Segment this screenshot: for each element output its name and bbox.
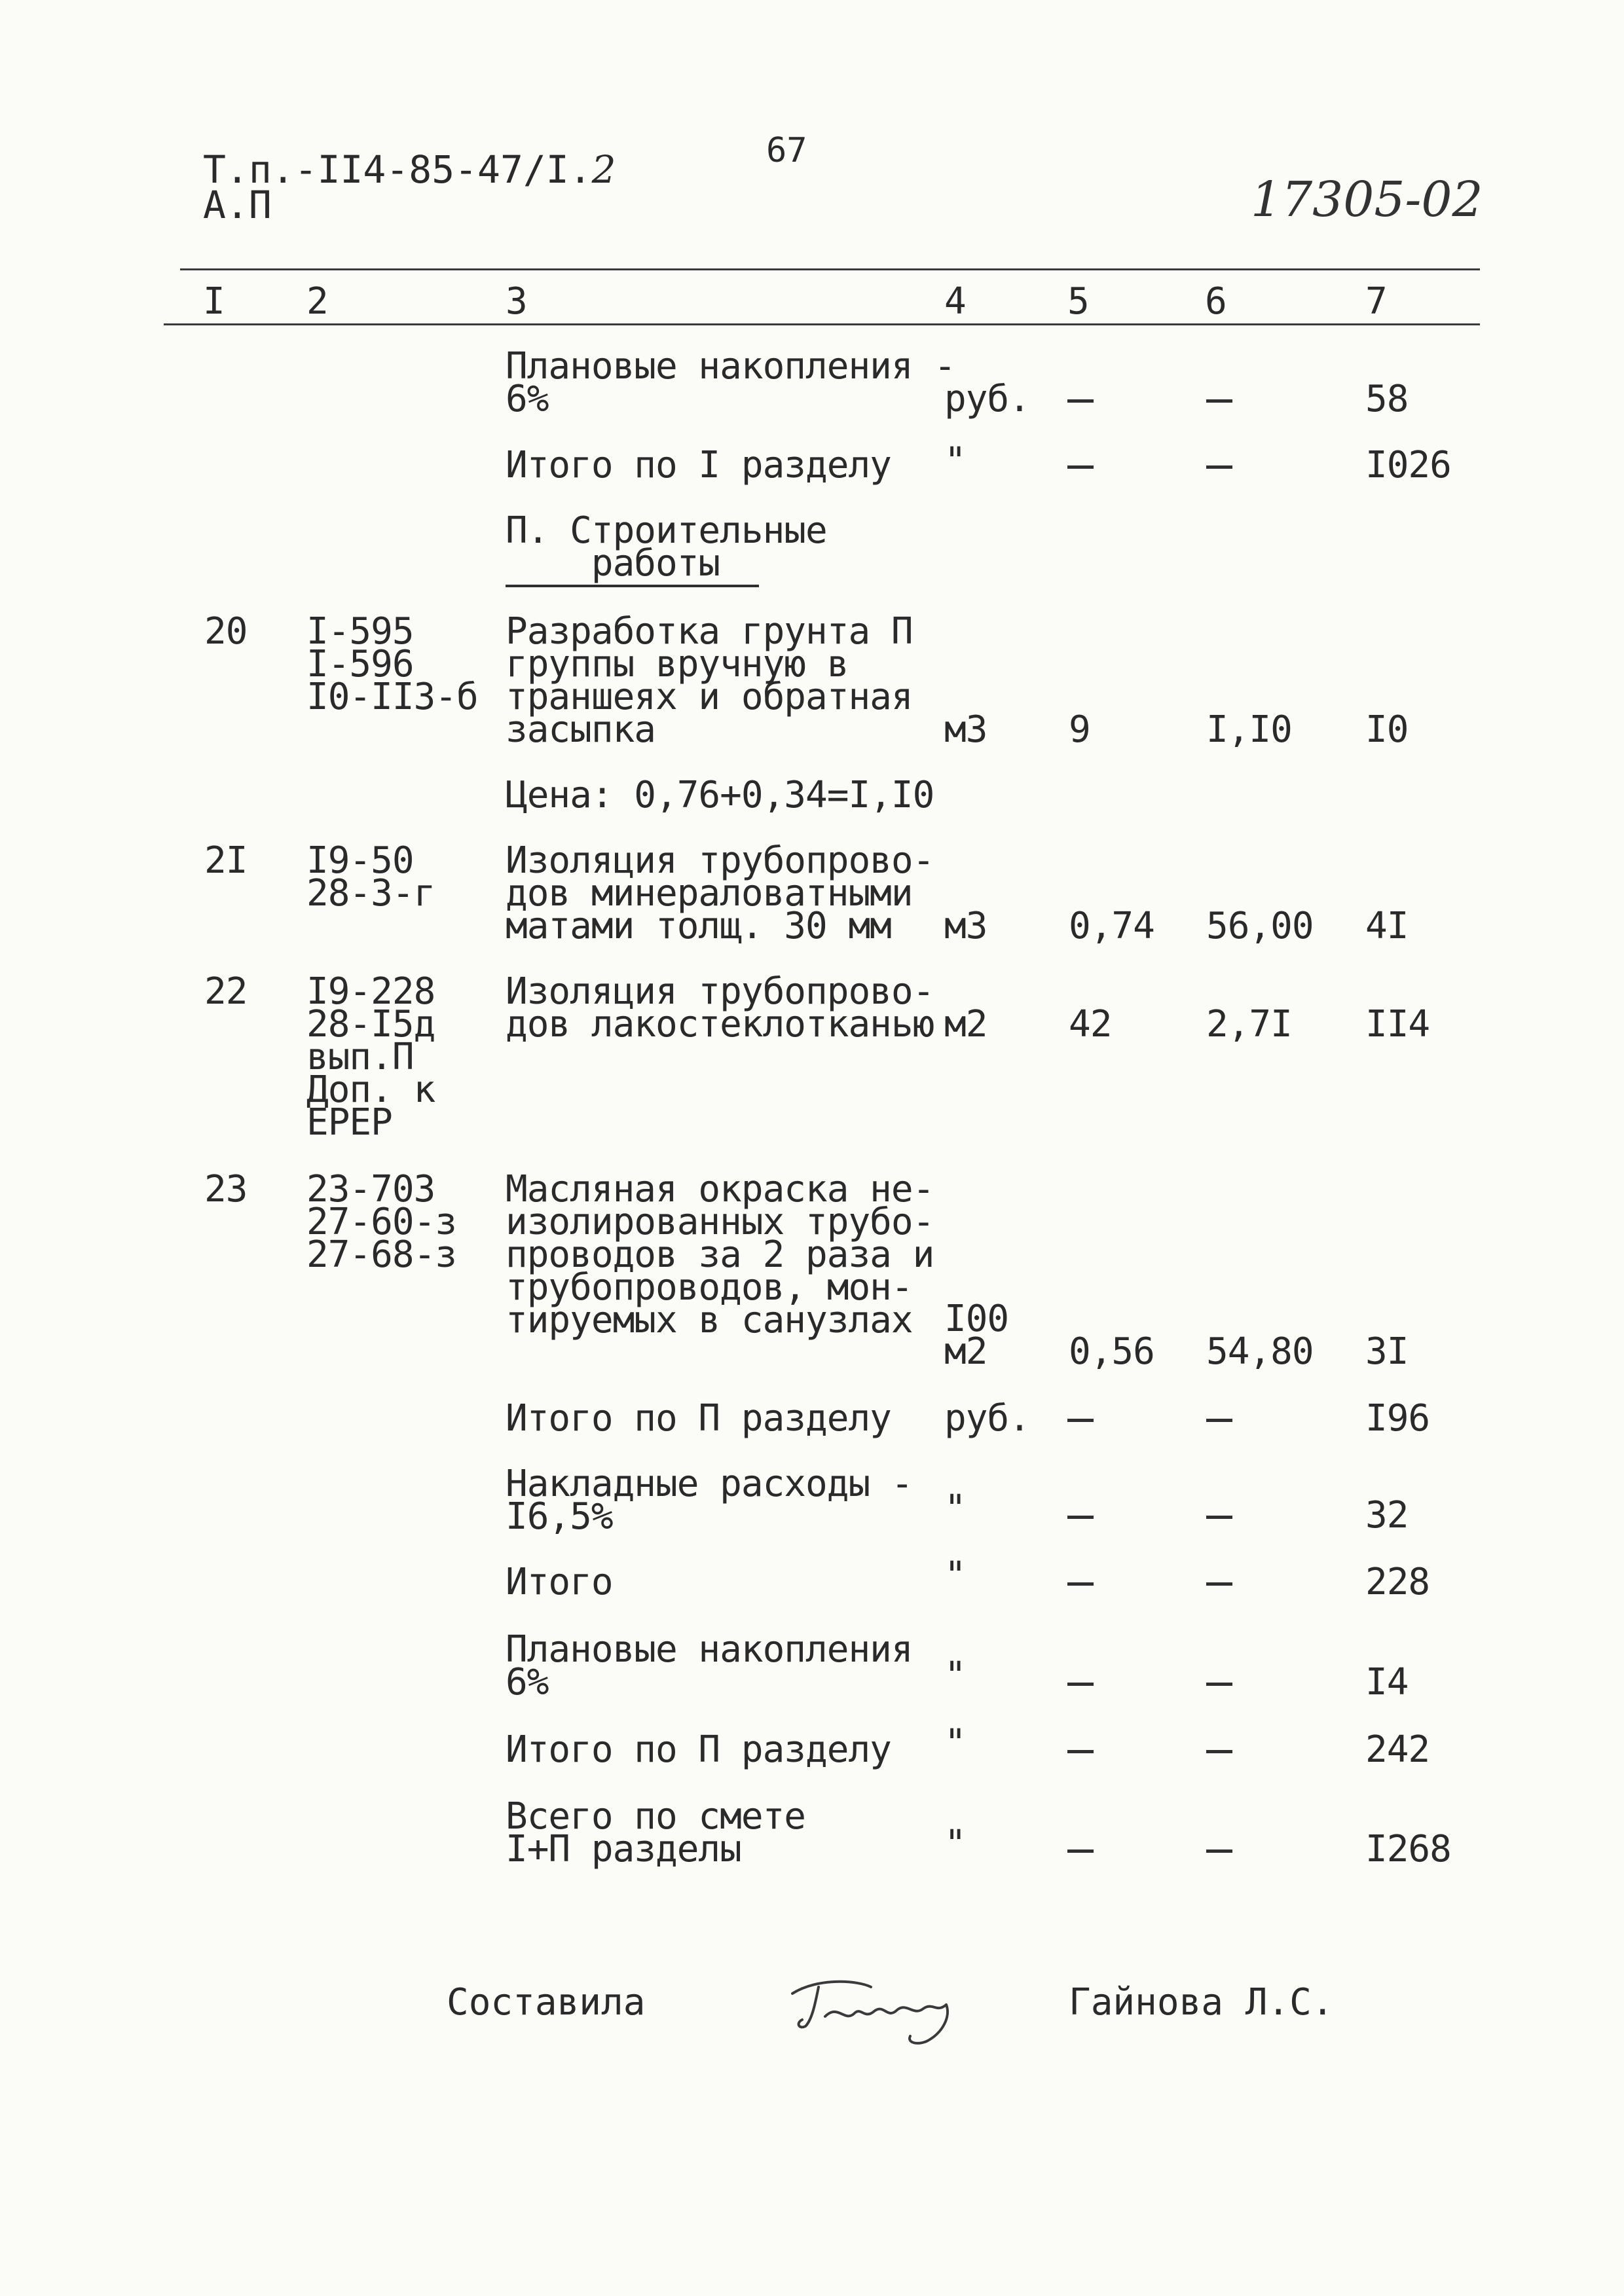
row-total: 4I <box>1365 905 1409 947</box>
row-unit: I00 м2 <box>944 1298 1009 1373</box>
row-total: I268 <box>1365 1828 1451 1870</box>
row-price: 2,7I <box>1206 1003 1292 1046</box>
row-unit: " <box>944 1823 966 1865</box>
row-unit: м3 <box>944 708 987 751</box>
dash-mark <box>1206 465 1232 469</box>
row-unit: " <box>944 1654 966 1697</box>
row-desc: Изоляция трубопрово- дов минераловатными матами толщ. 30 мм <box>506 839 934 947</box>
dash-mark <box>1206 1750 1232 1753</box>
row-unit: руб. <box>944 378 1030 420</box>
row-price <box>1206 383 1232 416</box>
dash-mark <box>1206 399 1232 403</box>
page-number: 67 <box>766 131 807 170</box>
dash-mark <box>1067 465 1094 469</box>
row-unit: " <box>944 440 966 483</box>
dash-mark <box>1067 1683 1094 1686</box>
row-price <box>1206 1833 1232 1866</box>
col-header-3: 3 <box>506 280 528 323</box>
row-price <box>1206 449 1232 482</box>
row-total: I026 <box>1365 444 1451 486</box>
dash-mark <box>1206 1683 1232 1686</box>
dash-mark <box>1067 399 1094 403</box>
row-desc: Плановые накопления 6% <box>506 1628 913 1704</box>
row-qty <box>1067 1499 1094 1532</box>
row-total: 242 <box>1365 1728 1430 1771</box>
row-qty <box>1067 1402 1094 1435</box>
row-num: 2I <box>204 839 248 882</box>
row-price: 56,00 <box>1206 905 1314 947</box>
row-price: I,I0 <box>1206 708 1292 751</box>
row-qty <box>1067 383 1094 416</box>
row-unit: м3 <box>944 905 987 947</box>
row-qty: 9 <box>1069 708 1090 751</box>
row-desc: Итого <box>506 1561 613 1603</box>
row-unit: " <box>944 1722 966 1764</box>
row-total: I4 <box>1365 1661 1409 1704</box>
row-desc: Изоляция трубопрово- дов лакостеклотканью <box>506 970 934 1046</box>
row-qty: 42 <box>1069 1003 1112 1046</box>
row-total: 58 <box>1365 378 1409 420</box>
row-desc: Масляная окраска не- изолированных трубо- проводов за 2 раза и трубопроводов, мон- тируемых в санузлах <box>506 1168 934 1341</box>
row-codes: I9-228 28-I5д вып.П Доп. к ЕРЕР <box>306 970 435 1144</box>
row-total: 3I <box>1365 1330 1409 1373</box>
section-heading <box>506 509 827 585</box>
row-desc: Итого по П разделу <box>506 1728 891 1771</box>
dash-mark <box>1067 1419 1094 1422</box>
section-title: П. Строительные <box>506 509 827 552</box>
row-price: 54,80 <box>1206 1330 1314 1373</box>
col-header-4: 4 <box>944 280 967 323</box>
row-total: I0 <box>1365 708 1409 751</box>
row-num: 20 <box>204 610 248 653</box>
table-header-rule <box>164 323 1480 325</box>
col-header-6: 6 <box>1205 280 1227 323</box>
dash-mark <box>1067 1750 1094 1753</box>
col-header-1: I <box>203 280 225 323</box>
row-desc: Накладные расходы - I6,5% <box>506 1463 913 1538</box>
row-desc: Плановые накопления - 6% <box>506 345 956 420</box>
row-codes: I9-50 28-3-г <box>306 839 435 915</box>
row-desc: Разработка грунта П группы вручную в траншеях и обратная засыпка <box>506 610 913 751</box>
row-total: II4 <box>1365 1003 1430 1046</box>
section-subtitle: работы <box>506 542 759 587</box>
row-qty <box>1067 1734 1094 1766</box>
row-qty <box>1067 449 1094 482</box>
row-price <box>1206 1499 1232 1532</box>
row-total: 228 <box>1365 1561 1430 1603</box>
row-qty <box>1067 1833 1094 1866</box>
row-qty <box>1067 1566 1094 1599</box>
row-total: 32 <box>1365 1494 1409 1537</box>
row-desc: Итого по I разделу <box>506 444 891 486</box>
compiled-by-label: Составила <box>447 1981 646 2024</box>
row-total: I96 <box>1365 1397 1430 1440</box>
row-num: 22 <box>204 970 248 1013</box>
table-top-rule <box>180 268 1480 270</box>
row-unit: руб. <box>944 1397 1030 1440</box>
dash-mark <box>1206 1419 1232 1422</box>
row-desc: Итого по П разделу <box>506 1397 891 1440</box>
compiled-by-name: Гайнова Л.С. <box>1069 1981 1334 2024</box>
dash-mark <box>1067 1850 1094 1853</box>
dash-mark <box>1206 1850 1232 1853</box>
row-unit: " <box>944 1487 966 1530</box>
row-price <box>1206 1734 1232 1766</box>
dash-mark <box>1067 1516 1094 1519</box>
price-note: Цена: 0,76+0,34=I,I0 <box>506 774 934 816</box>
row-codes: 23-703 27-60-з 27-68-з <box>306 1168 457 1276</box>
dash-mark <box>1067 1582 1094 1586</box>
row-desc: Всего по смете I+П разделы <box>506 1795 806 1870</box>
row-price <box>1206 1566 1232 1599</box>
row-unit: " <box>944 1554 966 1597</box>
row-qty: 0,56 <box>1069 1330 1154 1373</box>
row-qty <box>1067 1666 1094 1699</box>
handwritten-digit: 2 <box>591 147 616 192</box>
row-qty: 0,74 <box>1069 905 1154 947</box>
row-price <box>1206 1402 1232 1435</box>
dash-mark <box>1206 1582 1232 1586</box>
handwritten-doc-number: 17305-02 <box>1251 172 1483 228</box>
col-header-2: 2 <box>306 280 329 323</box>
row-price <box>1206 1666 1232 1699</box>
row-num: 23 <box>204 1168 248 1211</box>
row-codes: I-595 I-596 I0-II3-б <box>306 610 478 718</box>
row-unit: м2 <box>944 1003 987 1046</box>
document-code: Т.п.-II4-85-47/I.2 А.П <box>203 147 616 227</box>
dash-mark <box>1206 1516 1232 1519</box>
col-header-7: 7 <box>1365 280 1388 323</box>
handwritten-signature <box>779 1964 976 2049</box>
col-header-5: 5 <box>1067 280 1090 323</box>
